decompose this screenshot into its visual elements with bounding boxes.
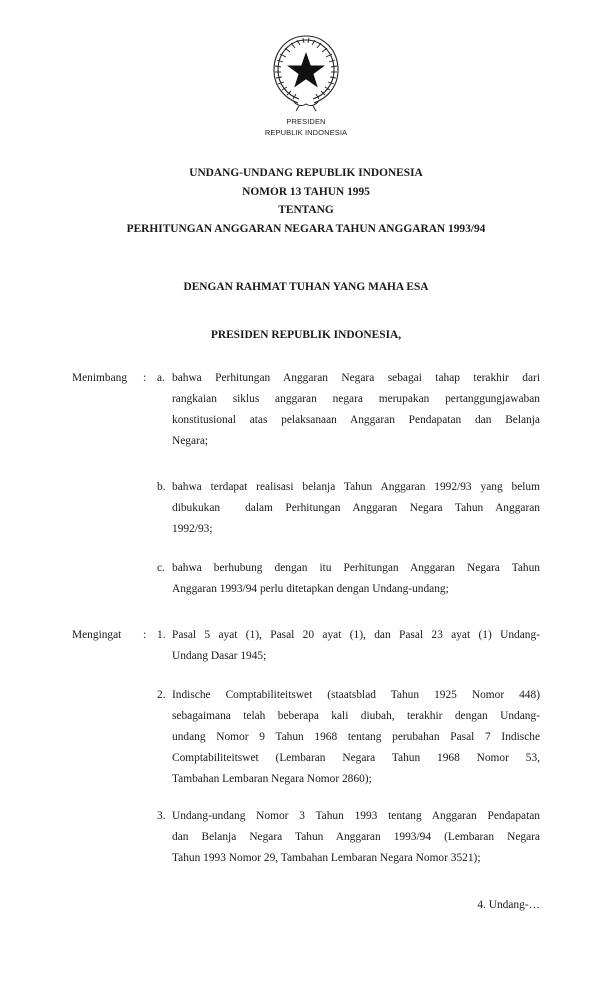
- emblem-caption-republic: REPUBLIK INDONESIA: [264, 128, 348, 137]
- item-marker: c.: [157, 562, 165, 574]
- item-body: [172, 477, 540, 540]
- title-tentang: TENTANG: [278, 204, 334, 216]
- item-line: bahwa terdapat realisasi belanja Tahun Anggaran 1992/93 yang belum: [172, 481, 540, 493]
- item-line: konstitusional atas pelaksanaan Anggaran Pendapatan dan Belanja: [172, 414, 540, 426]
- presidential-emblem: [266, 30, 346, 112]
- section-label-menimbang: Menimbang: [72, 372, 128, 384]
- section-colon: :: [143, 372, 147, 384]
- item-line: Undang-undang Nomor 3 Tahun 1993 tentang Anggaran Pendapatan: [172, 810, 540, 822]
- item-marker: 1.: [157, 629, 166, 641]
- item-line: rangkaian siklus anggaran negara merupakan pertanggungjawaban: [172, 393, 540, 405]
- item-line: Anggaran 1993/94 perlu ditetapkan dengan Undang-undang;: [172, 583, 449, 595]
- page-continuation: 4. Undang-…: [477, 899, 540, 911]
- document-title: [0, 164, 612, 238]
- item-line: dan Belanja Negara Tahun Anggaran 1993/94 (Lembaran Negara: [172, 831, 540, 843]
- item-body: [172, 558, 540, 600]
- emblem-caption-president: PRESIDEN: [286, 117, 326, 126]
- item-line: Comptabiliteitswet (Lembaran Negara Tahun 1968 Nomor 53,: [172, 752, 540, 764]
- item-body: [172, 368, 540, 452]
- item-line: Tambahan Lembaran Negara Nomor 2860);: [172, 773, 372, 785]
- item-marker: 2.: [157, 689, 166, 701]
- section-label-mengingat: Mengingat: [72, 629, 122, 641]
- item-body: [172, 685, 540, 790]
- garuda-star-emblem-icon: [266, 30, 346, 112]
- item-line: dibukukan dalam Perhitungan Anggaran Negara Tahun Anggaran: [172, 502, 540, 514]
- item-marker: b.: [157, 481, 166, 493]
- item-line: Negara;: [172, 435, 209, 447]
- item-marker: 3.: [157, 810, 166, 822]
- item-body: [172, 806, 540, 869]
- item-line: Undang Dasar 1945;: [172, 650, 267, 662]
- section-colon: :: [143, 629, 147, 641]
- item-line: Tahun 1993 Nomor 29, Tambahan Lembaran Negara Nomor 3521);: [172, 852, 481, 864]
- item-marker: a.: [157, 372, 165, 384]
- preamble-rahmat: DENGAN RAHMAT TUHAN YANG MAHA ESA: [183, 281, 429, 293]
- item-line: Indische Comptabiliteitswet (staatsblad Tahun 1925 Nomor 448): [172, 689, 540, 701]
- item-line: bahwa berhubung dengan itu Perhitungan Anggaran Negara Tahun: [172, 562, 540, 574]
- item-line: undang Nomor 9 Tahun 1968 tentang perubahan Pasal 7 Indische: [172, 731, 540, 743]
- title-subject: PERHITUNGAN ANGGARAN NEGARA TAHUN ANGGARAN 1993/94: [126, 222, 486, 235]
- item-body: [172, 625, 540, 667]
- title-number-year: NOMOR 13 TAHUN 1995: [242, 185, 370, 198]
- item-line: bahwa Perhitungan Anggaran Negara sebagai tahap terakhir dari: [172, 372, 540, 384]
- preamble-presiden: PRESIDEN REPUBLIK INDONESIA,: [210, 329, 402, 341]
- title-law-type: UNDANG-UNDANG REPUBLIK INDONESIA: [189, 167, 423, 179]
- item-line: Pasal 5 ayat (1), Pasal 20 ayat (1), dan Pasal 23 ayat (1) Undang-: [172, 629, 540, 641]
- item-line: sebagaimana telah beberapa kali diubah, terakhir dengan Undang-: [172, 710, 540, 722]
- item-line: 1992/93;: [172, 523, 213, 535]
